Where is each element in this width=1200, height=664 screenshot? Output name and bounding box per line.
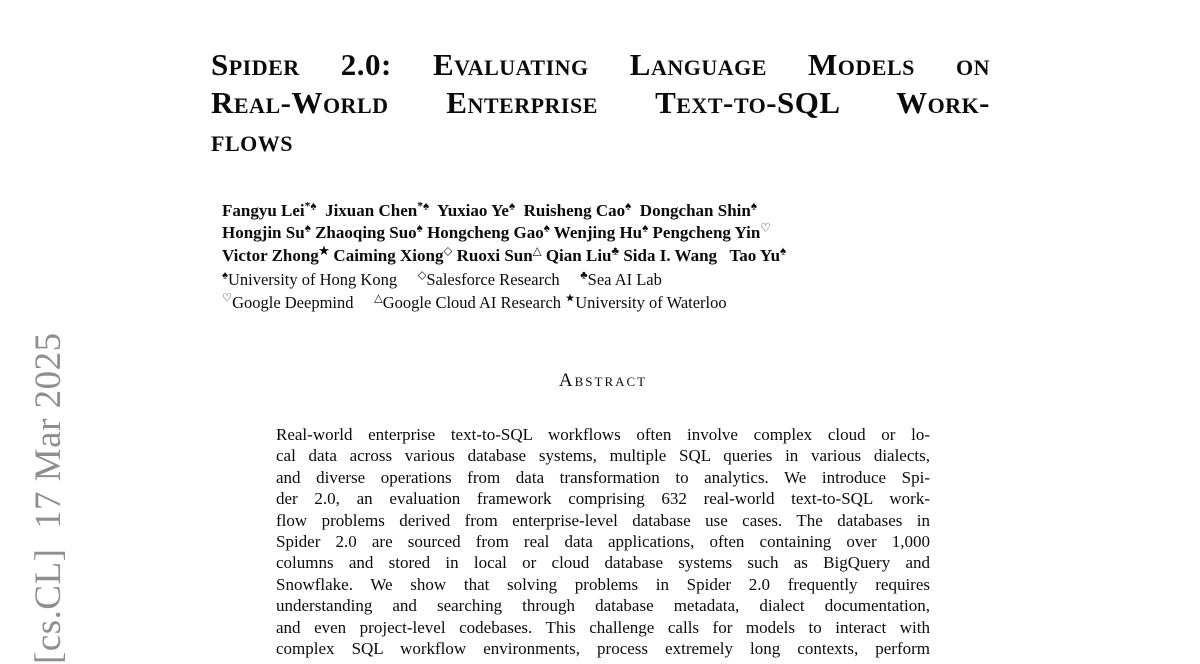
author-affiliation-mark: ♡	[760, 221, 771, 235]
author-affiliation-mark: ◇	[417, 269, 427, 282]
author-affiliation-mark: ♡	[222, 292, 233, 305]
affiliation-line-1: ♠University of Hong Kong ◇Salesforce Research ♣Sea AI Lab	[222, 269, 662, 290]
author-block	[222, 200, 942, 314]
author-line-2: Hongjin Su♠ Zhaoqing Suo♠ Hongcheng Gao♠ Wenjing Hu♠ Pengcheng Yin♡	[222, 221, 771, 243]
title-line-1: Spider 2.0: Evaluating Language Models on	[211, 47, 990, 82]
abstract-line: and even project-level codebases. This challenge calls for models to interact with	[276, 617, 930, 637]
abstract-body	[276, 424, 930, 659]
abstract-line: der 2.0, an evaluation framework comprising 632 real-world text-to-SQL work-	[276, 489, 930, 509]
author-affiliation-mark: ♠	[625, 199, 632, 213]
author-affiliation-mark: △	[532, 244, 542, 258]
author-affiliation-mark: ♠	[508, 199, 516, 213]
author-affiliation-mark: △	[374, 292, 383, 305]
affiliation-line-2: ♡Google Deepmind △Google Cloud AI Research ★University of Waterloo	[222, 292, 727, 312]
author-affiliation-mark: ★	[565, 292, 576, 305]
author-affiliation-mark: ♠	[780, 244, 787, 258]
abstract-line: Spider 2.0 are sourced from real data applications, often containing over 1,000	[276, 532, 930, 552]
abstract-line: flow problems derived from enterprise-level database use cases. The databases in	[276, 510, 930, 530]
abstract-line: complex SQL workflow environments, process extremely long contexts, perform	[276, 639, 930, 659]
author-affiliation-mark: ♣	[580, 269, 588, 282]
arxiv-watermark: [cs.CL] 17 Mar 2025	[28, 332, 69, 664]
abstract-line: understanding and searching through database metadata, dialect documentation,	[276, 596, 930, 616]
abstract-line: Real-world enterprise text-to-SQL workflows often involve complex cloud or lo-	[276, 425, 930, 444]
author-affiliation-mark: ♠	[416, 221, 423, 235]
title-line-2: Real-World Enterprise Text-to-SQL Work-	[211, 85, 990, 120]
author-affiliation-mark: ♠	[642, 221, 649, 235]
paper-title	[211, 46, 990, 160]
abstract-line: columns and stored in local or cloud database systems such as BigQuery and	[276, 553, 930, 573]
abstract-heading: Abstract	[558, 370, 648, 391]
author-affiliation-mark: *♠	[304, 199, 317, 213]
author-affiliation-mark: ♠	[222, 269, 228, 282]
abstract-line: Snowflake. We show that solving problems in Spider 2.0 frequently requires	[276, 574, 930, 594]
author-affiliation-mark: ♣	[611, 244, 620, 258]
author-line-1: Fangyu Lei*♠ Jixuan Chen*♠ Yuxiao Ye♠ Ruisheng Cao♠ Dongchan Shin♠	[222, 199, 757, 220]
author-affiliation-mark: ★	[318, 244, 330, 258]
abstract-line: cal data across various database systems, multiple SQL queries in various dialects,	[276, 446, 930, 466]
title-line-3: flows	[211, 123, 293, 158]
author-line-3: Victor Zhong★ Caiming Xiong◇ Ruoxi Sun△ Qian Liu♣ Sida I. Wang Tao Yu♠	[222, 244, 787, 265]
author-affiliation-mark: ♠	[750, 199, 757, 213]
author-affiliation-mark: ◇	[443, 244, 453, 258]
author-affiliation-mark: ♠	[304, 221, 311, 235]
author-affiliation-mark: ♠	[543, 221, 550, 235]
abstract-line: and diverse operations from data transformation to analytics. We introduce Spi-	[276, 467, 930, 487]
author-affiliation-mark: *♠	[417, 199, 430, 213]
